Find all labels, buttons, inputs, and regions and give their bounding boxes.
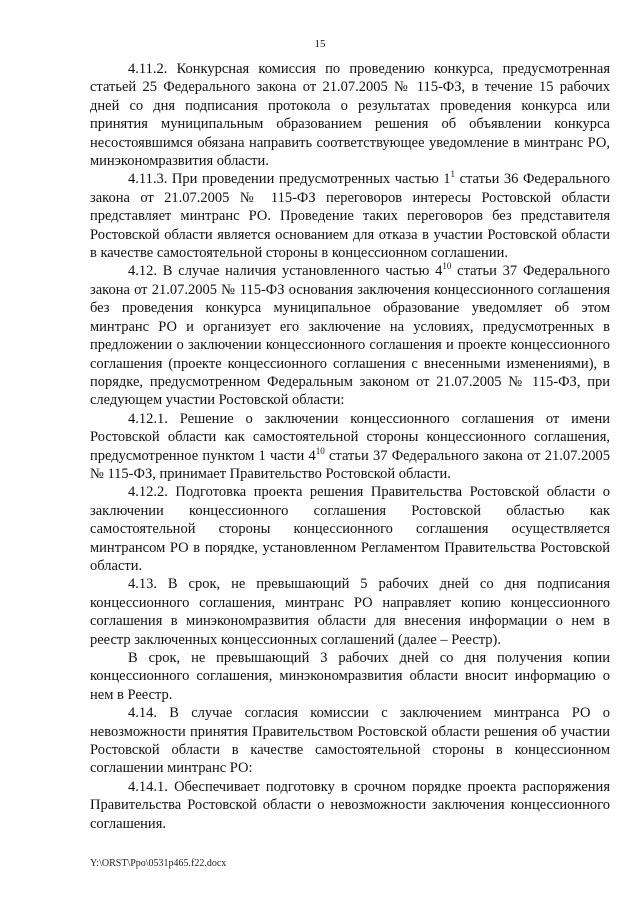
superscript: 1 xyxy=(450,169,456,180)
superscript: 10 xyxy=(315,445,325,456)
paragraph-4-14-1: 4.14.1. Обеспечивает подготовку в срочном порядке проекта распоряжения Правительства Ростовской области о невозможности заключения концессионного соглашения. xyxy=(90,778,610,832)
paragraph-4-13-continuation: В срок, не превышающий 3 рабочих дней со дня получения копии концессионного соглашения, минэкономразвития области вносит информацию о нем в Реестр. xyxy=(90,650,610,703)
footer-file-path: Y:\ORST\Ppo\0531p465.f22.docx xyxy=(90,858,227,869)
paragraph-4-11-2: 4.11.2. Конкурсная комиссия по проведению конкурса, предусмотренная статьей 25 Федерального закона от 21.07.2005 № 115-ФЗ, в течение 15 рабочих дней со дня подписания протокола о результатах проведения конкурса или принятия муниципальным образованием решения об объявлении конкурса несостоявшимся обязана направить соответствующее уведомление в минтранс РО, минэкономразвития области. xyxy=(90,61,610,170)
paragraph-4-12-2: 4.12.2. Подготовка проекта решения Правительства Ростовской области о заключении концессионного соглашения Ростовской областью как самостоятельной стороны концессионного соглашения осуществляется минтрансом РО в порядке, установленном Регламентом Правительства Ростовской области. xyxy=(90,484,610,574)
paragraph-text: 4.12. В случае наличия установленного частью 4 xyxy=(128,263,443,280)
paragraph-4-11-3 xyxy=(90,170,610,262)
paragraph-4-14: 4.14. В случае согласия комиссии с заключением минтранса РО о невозможности принятия Правительством Ростовской области решения об участии Ростовской области в качестве самостоятельной стороны в концессионном соглашении минтранс РО: xyxy=(90,705,610,777)
paragraph-text: статьи 37 Федерального закона от 21.07.2005 № 115-ФЗ основания заключения концессионного соглашения без проведения конкурса муниципальное образование уведомляет об этом минтранс РО и организует его заключение на условиях, предусмотренных в предложении о заключении концессионного соглашения и проекте концессионного соглашения (проекте концессионного соглашения с внесенными изменениями), в порядке, предусмотренном Федеральным законом от 21.07.2005 № 115-ФЗ, при следующем участии Ростовской области: xyxy=(90,263,610,409)
paragraph-4-12-1 xyxy=(90,410,610,484)
page-number: 15 xyxy=(314,38,326,50)
superscript: 10 xyxy=(442,261,452,272)
paragraph-text: 4.12.1. Решение о заключении концессионного соглашения от имени Ростовской области как самостоятельной стороны концессионного соглашения, предусмотренное пунктом 1 части 4 xyxy=(90,410,610,464)
paragraph-4-13: 4.13. В срок, не превышающий 5 рабочих дней со дня подписания концессионного соглашения, минтранс РО направляет копию концессионного соглашения в минэкономразвития области для внесения информации о нем в реестр заключенных концессионных соглашений (далее – Реестр). xyxy=(90,576,610,648)
document-body xyxy=(90,60,610,833)
paragraph-4-12 xyxy=(90,262,610,409)
paragraph-text: 4.11.3. При проведении предусмотренных частью 1 xyxy=(128,171,451,188)
paragraph-text: статьи 36 Федерального закона от 21.07.2005 № 115-ФЗ переговоров интересы Ростовской области представляет минтранс РО. Проведение таких переговоров без представителя Ростовской области является основанием для отказа в участии Ростовской области в качестве самостоятельной стороны в концессионном соглашении. xyxy=(90,171,611,262)
paragraph-text: статьи 37 Федерального закона от 21.07.2005 № 115-ФЗ, принимает Правительство Ростовской области. xyxy=(90,447,610,482)
